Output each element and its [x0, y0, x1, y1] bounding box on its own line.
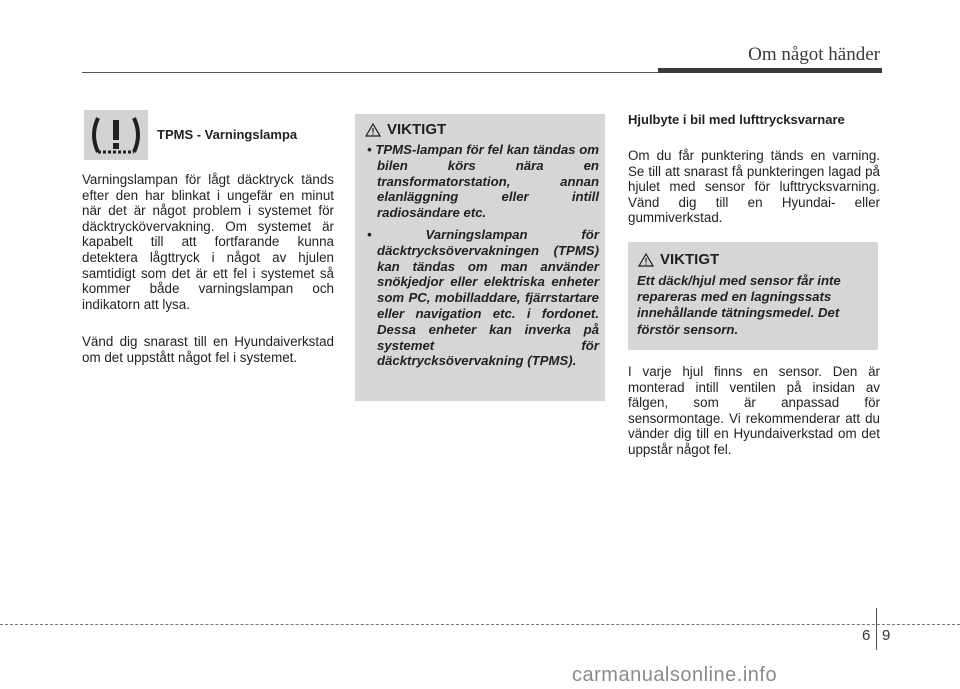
header-title: Om något händer [748, 44, 880, 65]
warning-2-text: Ett däck/hjul med sensor får inte repareras med en lagningssats innehållande tätningsmedel. Det förstör sensorn. [637, 273, 841, 337]
header-rule-thick [658, 68, 882, 73]
watermark: carmanualsonline.info [572, 664, 778, 686]
warning-triangle-icon [365, 123, 381, 137]
warning-1-list [363, 142, 599, 375]
tpms-title: TPMS - Varningslampa [157, 127, 298, 142]
chapter-number: 6 [862, 627, 871, 644]
warning-1-header [365, 121, 446, 138]
right-paragraph-2: I varje hjul finns en sensor. Den är monterad intill ventilen på insidan av fälgen, som är anpassad för sensormontage. Vi rekommenderar att du vänder dig till en Hyundaiverkstad om det uppstår något fel. [628, 364, 880, 457]
left-paragraph-1: Varningslampan för lågt däcktryck tänds efter den har blinkat i ungefär en minut när det är något problem i systemet för däcktryckövervakning. Om systemet är kapabelt till att fortfarande kunna detektera lågttryck i något av hjulen samtidigt som det är ett fel i systemet så kommer både varningslampan och indikatorn att lysa. [82, 172, 334, 312]
warning-2-header [638, 251, 719, 268]
left-paragraph-2: Vänd dig snarast till en Hyundaiverkstad om det uppstått något fel i systemet. [82, 334, 334, 365]
right-heading: Hjulbyte i bil med lufttrycksvarnare [628, 112, 845, 127]
warning-1-item: • Varningslampan för däcktrycksövervakningen (TPMS) kan tändas om man använder snökjedjor eller elektriska enheter som PC, mobilladdare, fjärrstartare eller navigation etc. i fordonet. Dessa enheter kan inverka på systemet för däcktrycksövervakning (TPMS). [367, 226, 599, 369]
page-number: 9 [882, 627, 891, 644]
tpms-warning-icon [84, 110, 148, 160]
warning-triangle-icon [638, 253, 654, 267]
page-number-divider [876, 608, 877, 650]
warning-1-item: • TPMS-lampan för fel kan tändas om bilen körs nära en transformatorstation, annan elanläggning eller intill radiosändare etc. [367, 142, 599, 221]
warning-1-title: VIKTIGT [387, 121, 447, 138]
footer-line [0, 624, 960, 625]
right-paragraph-1: Om du får punktering tänds en varning. Se till att snarast få punkteringen lagad på hjulet med sensor för lufttrycksvarning. Vänd dig till en Hyundai- eller gummiverkstad. [628, 148, 880, 226]
warning-box-1 [355, 114, 605, 401]
warning-2-title: VIKTIGT [660, 251, 720, 268]
warning-box-2 [628, 242, 878, 350]
